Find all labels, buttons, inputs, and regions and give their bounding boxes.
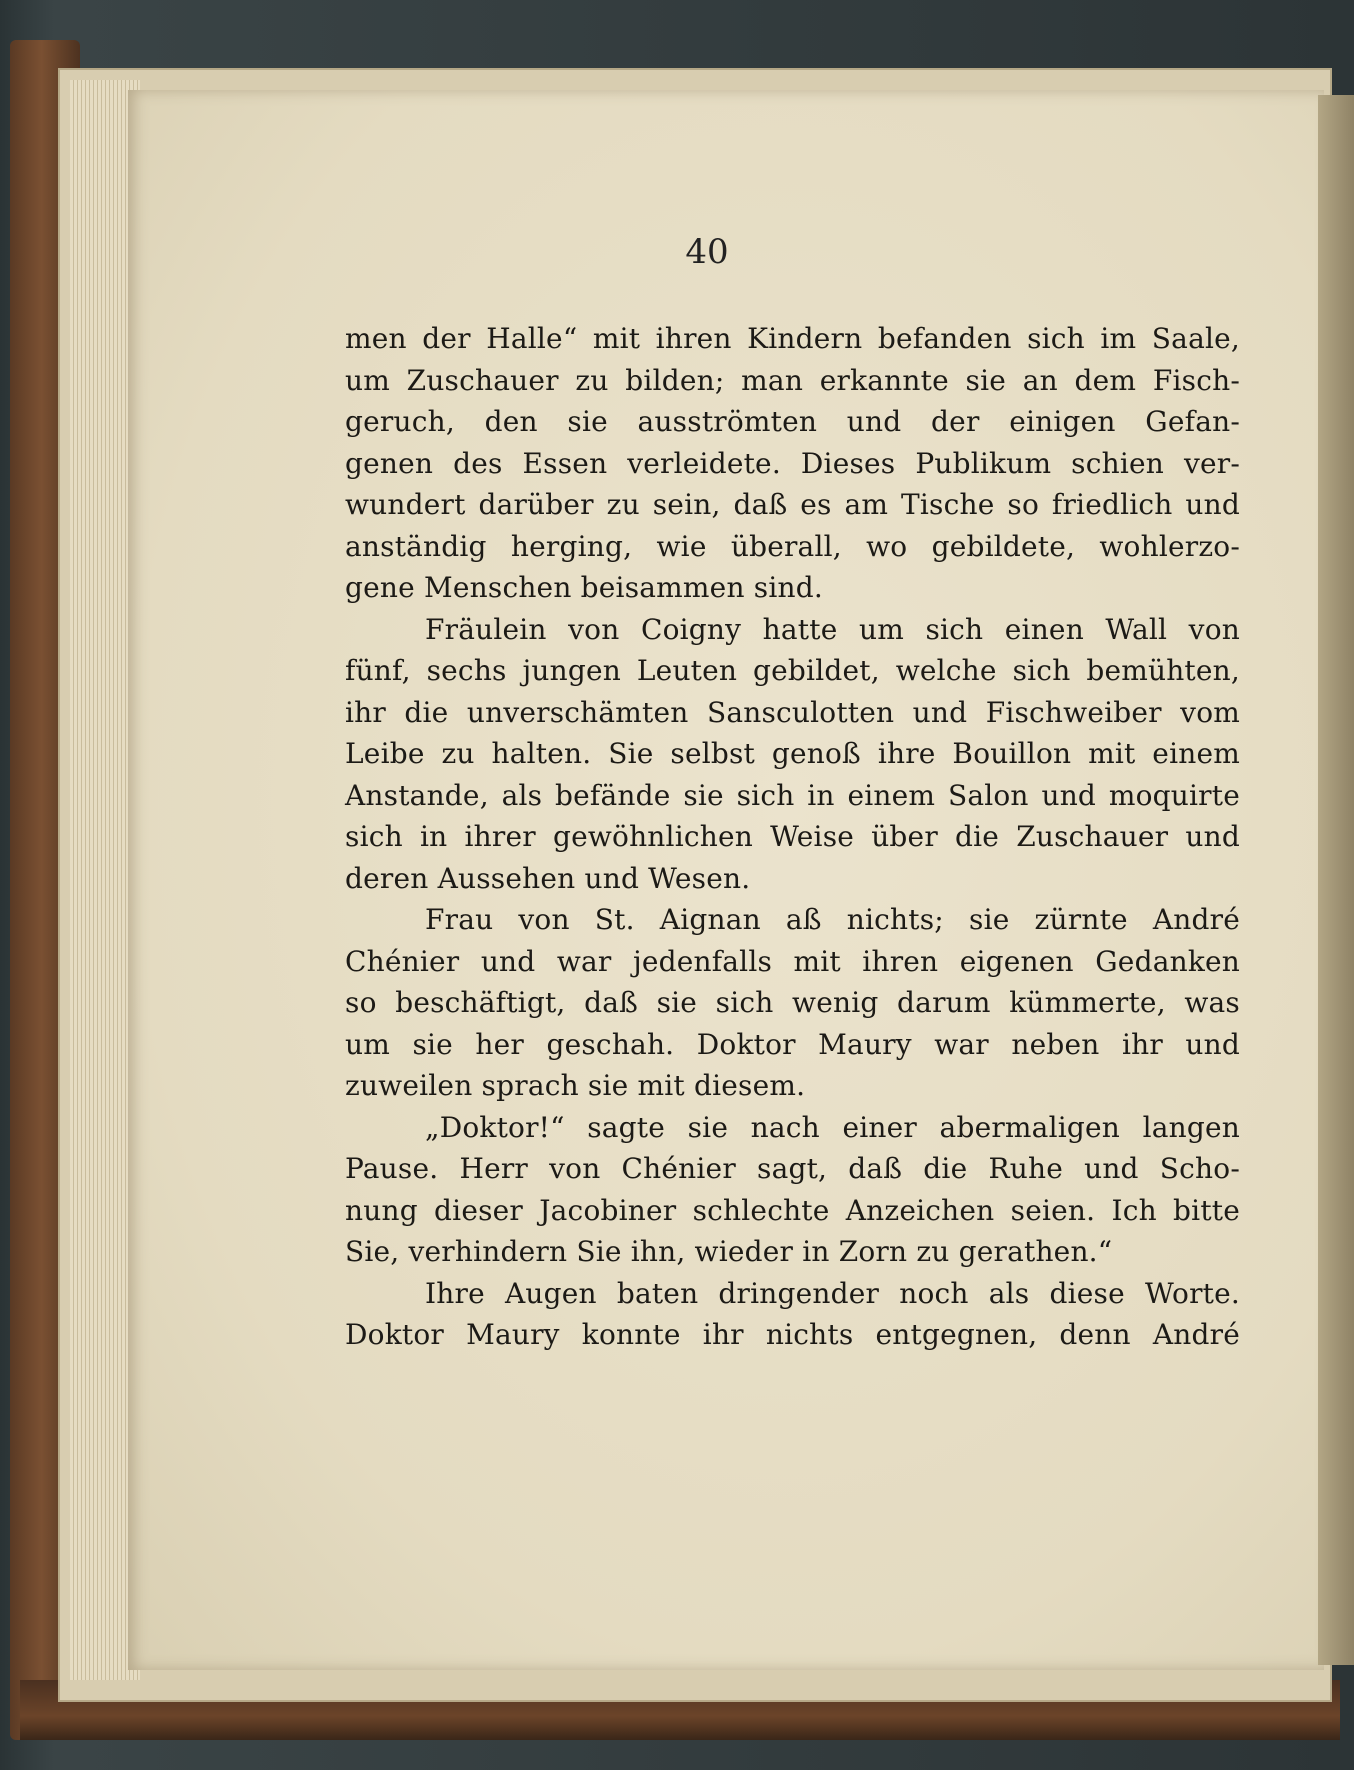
- page-number: 40: [685, 232, 729, 272]
- text-line: um sie her geschah. Doktor Maury war neben ihr und: [345, 1027, 1240, 1061]
- paragraph: [345, 899, 1240, 1107]
- text-line: Ihre Augen baten dringender noch als diese Worte.: [425, 1276, 1240, 1310]
- paragraph: [345, 1107, 1240, 1273]
- text-line: Pause. Herr von Chénier sagt, daß die Ruhe und Scho-: [345, 1152, 1240, 1185]
- text-line: Doktor Maury konnte ihr nichts entgegnen, denn André: [345, 1318, 1240, 1351]
- text-line: Leibe zu halten. Sie selbst genoß ihre Bouillon mit einem: [345, 737, 1240, 770]
- page-text: [345, 318, 1240, 1356]
- text-line: zuweilen sprach sie mit diesem.: [345, 1069, 806, 1102]
- text-line: so beschäftigt, daß sie sich wenig darum kümmerte, was: [345, 986, 1240, 1019]
- text-line: ihr die unverschämten Sansculotten und Fischweiber vom: [345, 695, 1240, 729]
- paragraph: [345, 1273, 1240, 1356]
- text-line: Anstande, als befände sie sich in einem Salon und moquirte: [345, 778, 1240, 812]
- text-line: Frau von St. Aignan aß nichts; sie zürnte André: [425, 903, 1240, 936]
- text-line: geruch, den sie ausströmten und der einigen Gefan-: [345, 405, 1240, 438]
- text-line: wundert darüber zu sein, daß es am Tische so friedlich und: [345, 488, 1240, 521]
- text-line: anständig herging, wie überall, wo gebildete, wohlerzo-: [345, 529, 1240, 563]
- text-line: Sie, verhindern Sie ihn, wieder in Zorn zu gerathen.“: [345, 1235, 1113, 1268]
- text-line: Chénier und war jedenfalls mit ihren eigenen Gedanken: [345, 944, 1240, 978]
- facing-page-edge: [1318, 95, 1354, 1665]
- paragraph: [345, 609, 1240, 900]
- text-line: Fräulein von Coigny hatte um sich einen Wall von: [425, 612, 1240, 646]
- text-line: „Doktor!“ sagte sie nach einer abermaligen langen: [425, 1110, 1240, 1144]
- text-line: sich in ihrer gewöhnlichen Weise über die Zuschauer und: [345, 820, 1240, 853]
- text-line: men der Halle“ mit ihren Kindern befanden sich im Saale,: [345, 322, 1240, 355]
- text-line: gene Menschen beisammen sind.: [345, 571, 823, 604]
- paragraph: [345, 318, 1240, 609]
- text-line: um Zuschauer zu bilden; man erkannte sie an dem Fisch-: [345, 363, 1240, 397]
- text-line: fünf, sechs jungen Leuten gebildet, welche sich bemühten,: [345, 654, 1240, 687]
- text-line: genen des Essen verleidete. Dieses Publikum schien ver-: [345, 446, 1240, 480]
- text-line: deren Aussehen und Wesen.: [345, 861, 751, 895]
- text-line: nung dieser Jacobiner schlechte Anzeichen seien. Ich bitte: [345, 1193, 1240, 1227]
